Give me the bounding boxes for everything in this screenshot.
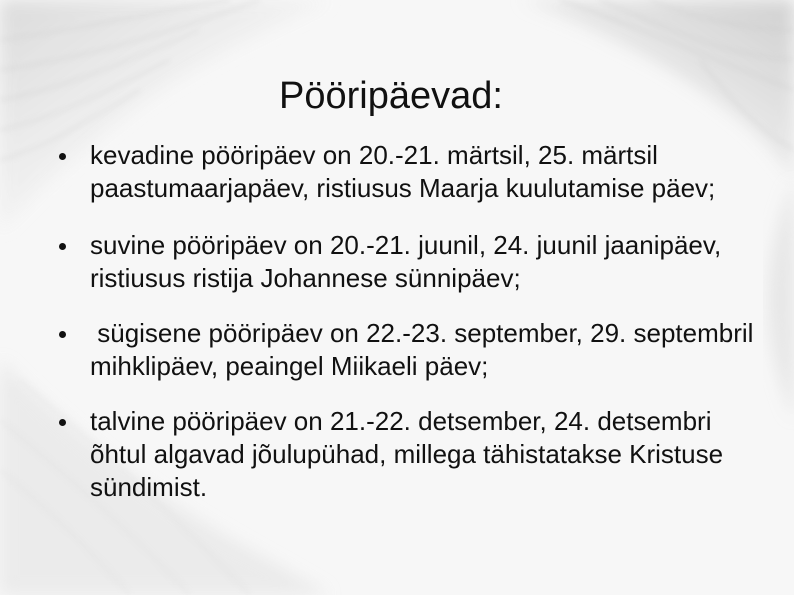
bullet-list bbox=[58, 139, 761, 504]
bullet-item bbox=[58, 229, 758, 295]
bullet-item bbox=[58, 405, 758, 504]
bullet-text: suvine pööripäev on 20.-21. juunil, 24. juunil jaanipäev, ristiusus ristija Johannese sünnipäev; bbox=[90, 230, 722, 293]
bullet-text: sügisene pööripäev on 22.-23. september, 29. septembril mihklipäev, peaingel Miikaeli päev; bbox=[90, 318, 761, 381]
bullet-item bbox=[58, 139, 758, 205]
bullet-item bbox=[58, 317, 761, 383]
bullet-dot-icon bbox=[59, 419, 66, 426]
bullet-dot-icon bbox=[59, 331, 66, 338]
bullet-dot-icon bbox=[59, 153, 66, 160]
bullet-text: kevadine pööripäev on 20.-21. märtsil, 25. märtsil paastumaarjapäev, ristiusus Maarja kuulutamise päev; bbox=[90, 140, 716, 203]
slide-title-text: Pööripäevad: bbox=[279, 75, 503, 117]
bullet-text: talvine pööripäev on 21.-22. detsember, 24. detsembri õhtul algavad jõulupühad, millega tähistatakse Kristuse sündimist. bbox=[90, 406, 724, 502]
bullet-dot-icon bbox=[59, 243, 66, 250]
slide-title bbox=[0, 74, 794, 118]
